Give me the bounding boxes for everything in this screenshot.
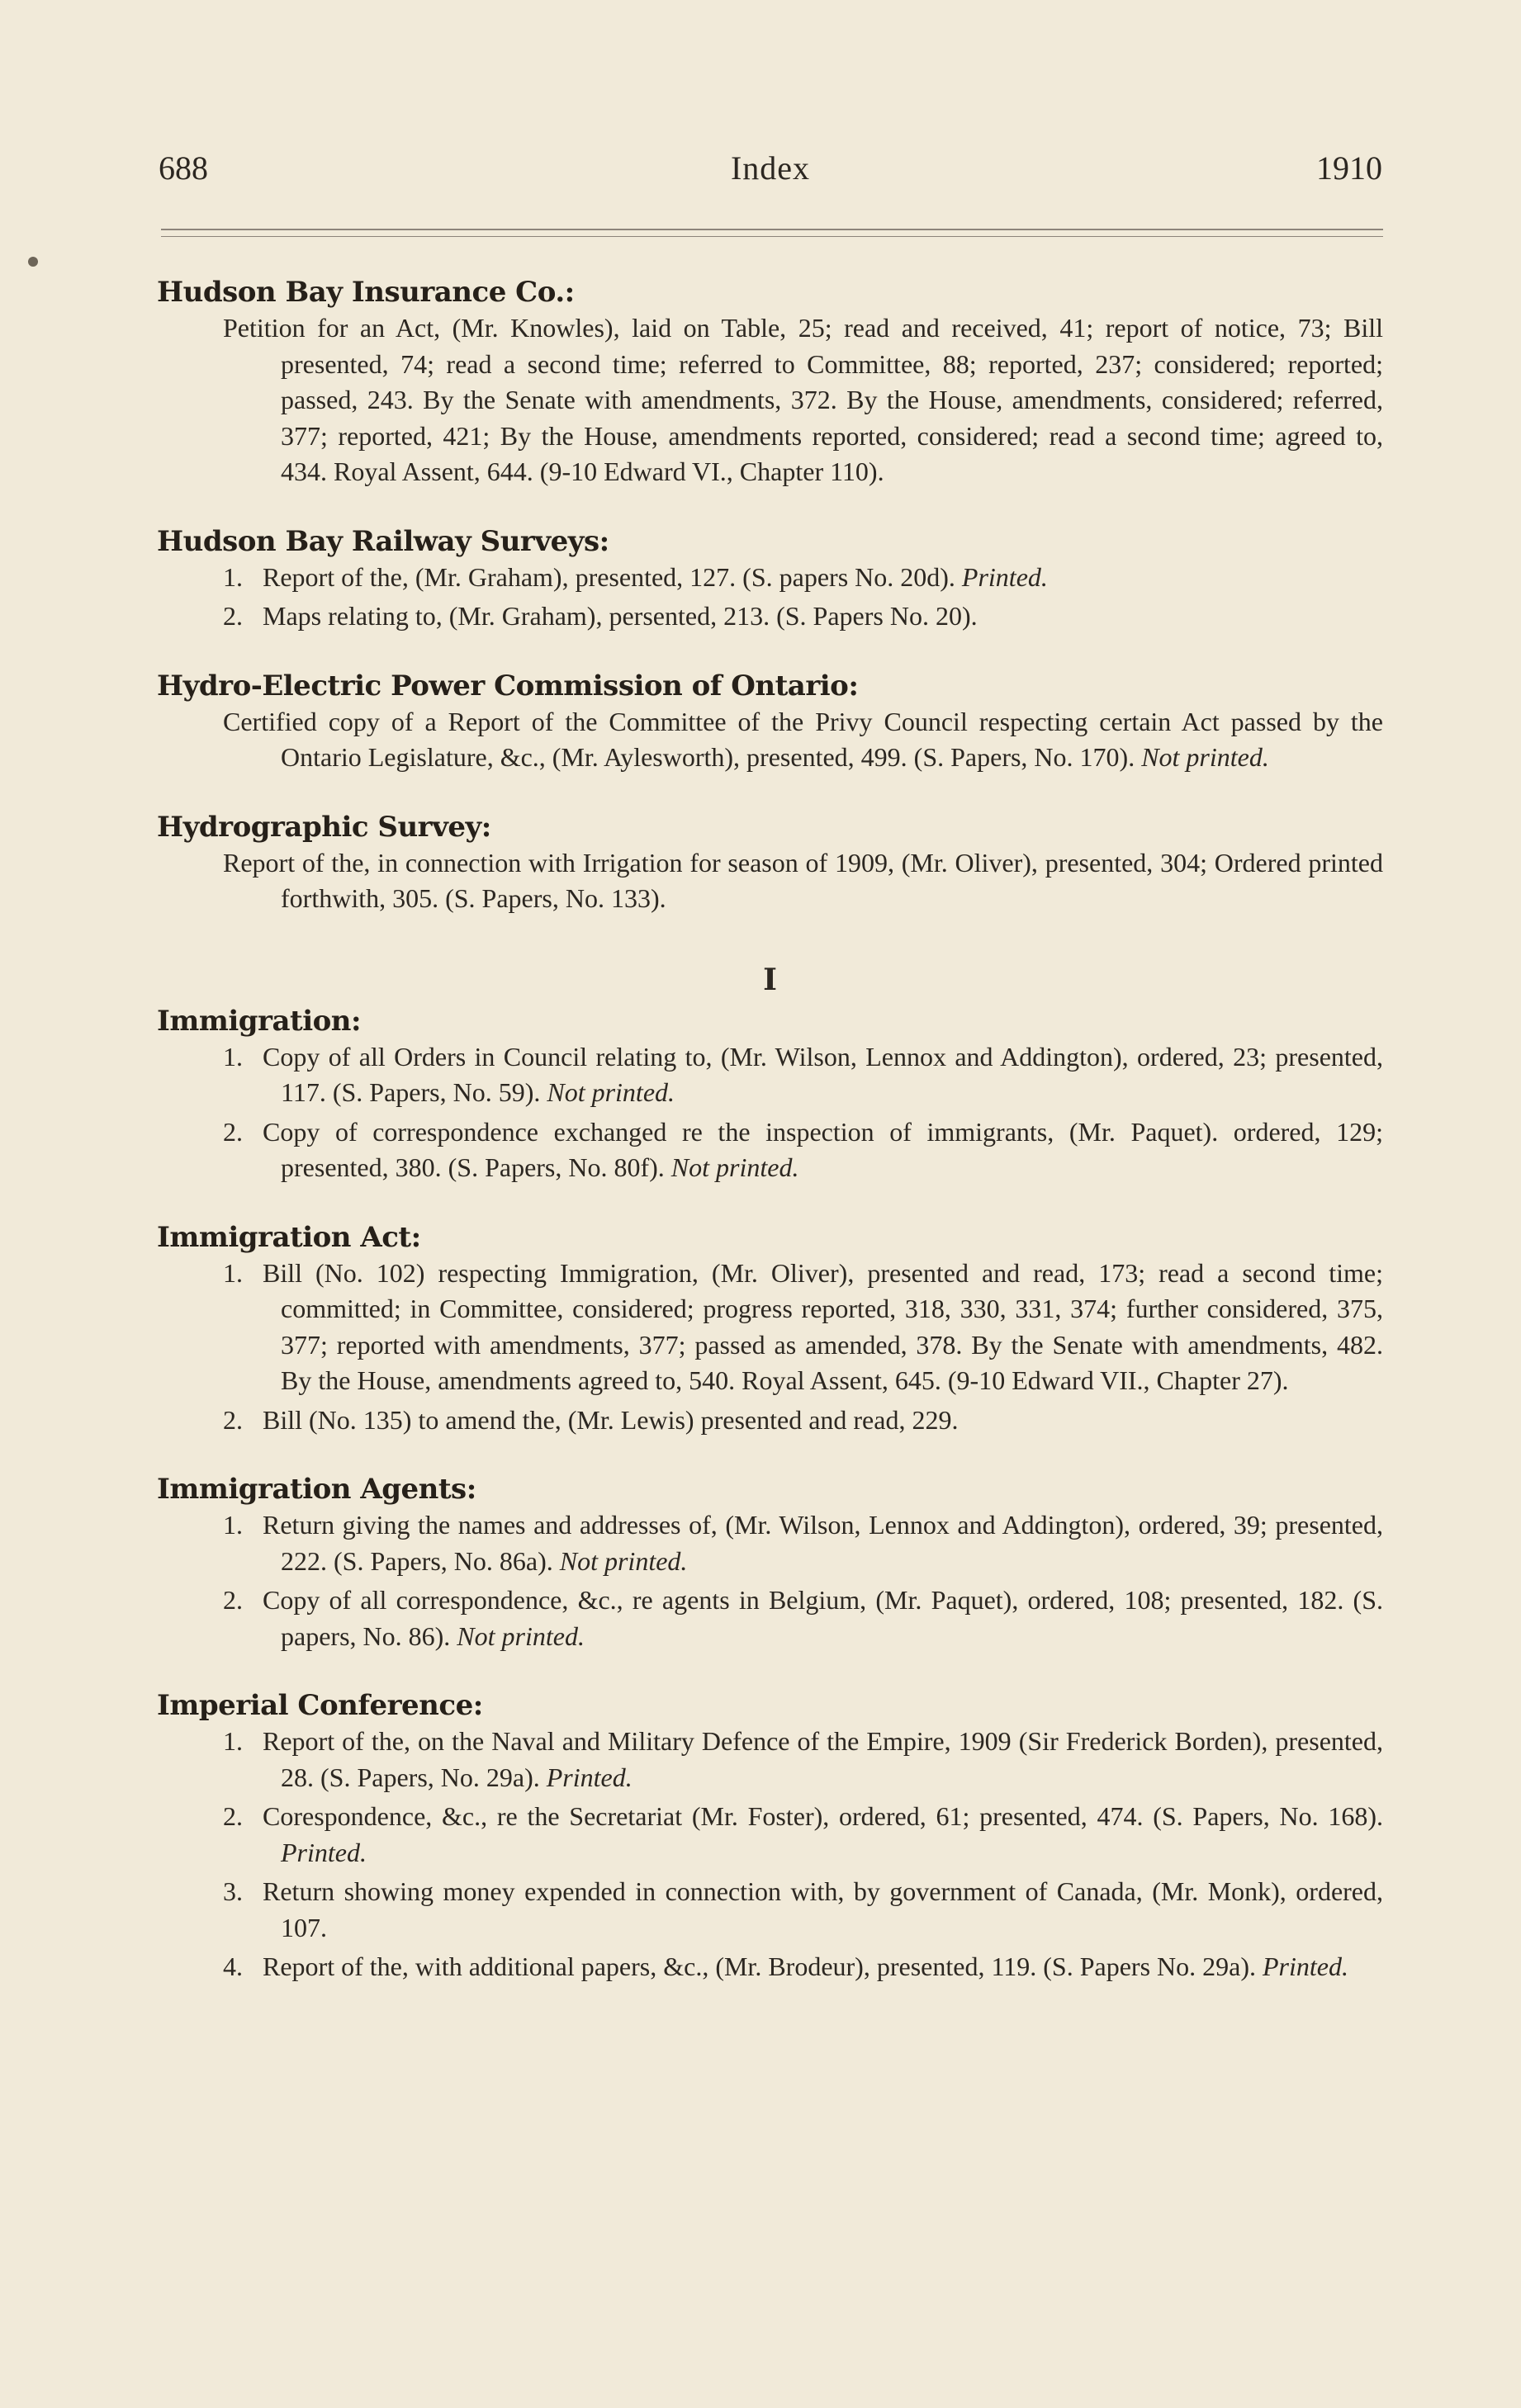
index-content: [157, 274, 1383, 2018]
item-status: Not printed.: [457, 1620, 585, 1651]
entry-paragraph: [223, 310, 1383, 490]
item-text: Copy of all correspondence, &c., re agents in Belgium, (Mr. Paquet), ordered, 108; presented, 182. (S. papers, No. 86).: [263, 1585, 1383, 1651]
index-entry: [157, 809, 1383, 917]
item-number: 1.: [223, 1510, 243, 1540]
entry-item: [157, 1114, 1383, 1186]
index-entry: [157, 1471, 1383, 1654]
header-rule: [161, 229, 1383, 230]
margin-mark: [28, 257, 38, 267]
item-number: 2.: [223, 1585, 243, 1615]
item-status: Printed.: [281, 1837, 367, 1867]
entry-paragraph: [223, 845, 1383, 917]
entry-heading: Immigration:: [157, 1004, 362, 1038]
entry-status: Not printed.: [1141, 742, 1269, 772]
entry-text: Certified copy of a Report of the Committee of the Privy Council respecting certain Act passed by the Ontario Legislature, &c., (Mr. Aylesworth), presented, 499. (S. Papers, No. 170).: [223, 706, 1383, 772]
entry-text: Report of the, in connection with Irrigation for season of 1909, (Mr. Oliver), presented, 304; Ordered printed forthwith, 305. (S. Papers, No. 133).: [223, 847, 1383, 913]
entry-item: [157, 1256, 1383, 1399]
item-number: 2.: [223, 1404, 243, 1435]
item-number: 1.: [223, 561, 243, 592]
entry-item: [157, 1039, 1383, 1111]
entry-heading: Hydro-Electric Power Commission of Ontario:: [157, 669, 859, 703]
entry-item: [157, 1724, 1383, 1795]
index-entry: [157, 274, 1383, 490]
page-number: 688: [159, 149, 208, 187]
item-text: Report of the, (Mr. Graham), presented, 127. (S. papers No. 20d).: [263, 561, 955, 592]
entry-item: [157, 598, 1383, 635]
entry-heading: Hydrographic Survey:: [157, 810, 491, 844]
item-number: 2.: [223, 1801, 243, 1831]
entry-item: [157, 1403, 1383, 1439]
item-number: 1.: [223, 1726, 243, 1756]
entry-text: Petition for an Act, (Mr. Knowles), laid on Table, 25; read and received, 41; report of notice, 73; Bill presented, 74; read a second time; referred to Committee, 88; reported, 237; considered; reported; passed, 243. By the Senate with amendments, 372. By the House, amendments, considered; referred, 377; reported, 421; By the House, amendments reported, considered; read a second time; agreed to, 434. Royal Assent, 644. (9-10 Edward VI., Chapter 110).: [223, 313, 1383, 486]
page-header: [159, 149, 1382, 198]
entry-item: [157, 1582, 1383, 1654]
item-number: 1.: [223, 1041, 243, 1072]
item-status: Printed.: [1262, 1951, 1348, 1981]
item-status: Not printed.: [547, 1077, 675, 1107]
entry-item: [157, 1799, 1383, 1871]
item-text: Bill (No. 102) respecting Immigration, (Mr. Oliver), presented and read, 173; read a second time; committed; in Committee, considered; progress reported, 318, 330, 331, 374; further considered, 375, 377; reported with amendments, 377; passed as amended, 378. By the Senate with amendments, 482. By the House, amendments agreed to, 540. Royal Assent, 645. (9-10 Edward VII., Chapter 27).: [263, 1257, 1383, 1395]
item-status: Not printed.: [559, 1545, 688, 1576]
item-text: Report of the, on the Naval and Military Defence of the Empire, 1909 (Sir Frederick Borden), presented, 28. (S. Papers, No. 29a).: [263, 1726, 1383, 1792]
page-year: 1910: [1316, 149, 1382, 187]
item-text: Report of the, with additional papers, &c., (Mr. Brodeur), presented, 119. (S. Papers No. 29a).: [263, 1951, 1256, 1981]
item-text: Return giving the names and addresses of, (Mr. Wilson, Lennox and Addington), ordered, 39; presented, 222. (S. Papers, No. 86a).: [263, 1510, 1383, 1576]
item-text: Bill (No. 135) to amend the, (Mr. Lewis) presented and read, 229.: [263, 1404, 959, 1435]
entry-heading: Hudson Bay Railway Surveys:: [157, 524, 609, 558]
item-number: 3.: [223, 1876, 243, 1906]
entry-item: [157, 560, 1383, 596]
item-text: Copy of correspondence exchanged re the inspection of immigrants, (Mr. Paquet). ordered, 129; presented, 380. (S. Papers, No. 80f).: [263, 1116, 1383, 1182]
item-number: 2.: [223, 1116, 243, 1147]
item-text: Copy of all Orders in Council relating to, (Mr. Wilson, Lennox and Addington), ordered, 23; presented, 117. (S. Papers, No. 59).: [263, 1041, 1383, 1107]
index-entry: [157, 523, 1383, 635]
item-text: Corespondence, &c., re the Secretariat (Mr. Foster), ordered, 61; presented, 474. (S. Papers, No. 168).: [263, 1801, 1383, 1831]
entry-paragraph: [223, 704, 1383, 776]
page-title: Index: [730, 149, 811, 187]
item-status: Not printed.: [670, 1152, 799, 1182]
entry-heading: Imperial Conference:: [157, 1689, 483, 1722]
entry-heading: Immigration Act:: [157, 1220, 421, 1254]
index-entry: [157, 1687, 1383, 1985]
entry-heading: Immigration Agents:: [157, 1473, 476, 1506]
item-text: Return showing money expended in connection with, by government of Canada, (Mr. Monk), ordered, 107.: [263, 1876, 1383, 1942]
entries-before: [157, 274, 1383, 917]
index-entry: [157, 1003, 1383, 1186]
index-entry: [157, 1219, 1383, 1439]
header-rule-thin: [161, 236, 1383, 237]
item-number: 2.: [223, 601, 243, 631]
entry-item: [157, 1507, 1383, 1579]
entry-heading: Hudson Bay Insurance Co.:: [157, 276, 575, 309]
item-status: Printed.: [546, 1762, 633, 1792]
item-number: 1.: [223, 1257, 243, 1288]
item-number: 4.: [223, 1951, 243, 1981]
entries-after: [157, 1003, 1383, 1985]
item-text: Maps relating to, (Mr. Graham), persented, 213. (S. Papers No. 20).: [263, 601, 978, 631]
index-entry: [157, 668, 1383, 776]
entry-item: [157, 1874, 1383, 1946]
item-status: Printed.: [961, 561, 1048, 592]
section-letter: I: [763, 962, 777, 997]
entry-item: [157, 1949, 1383, 1985]
